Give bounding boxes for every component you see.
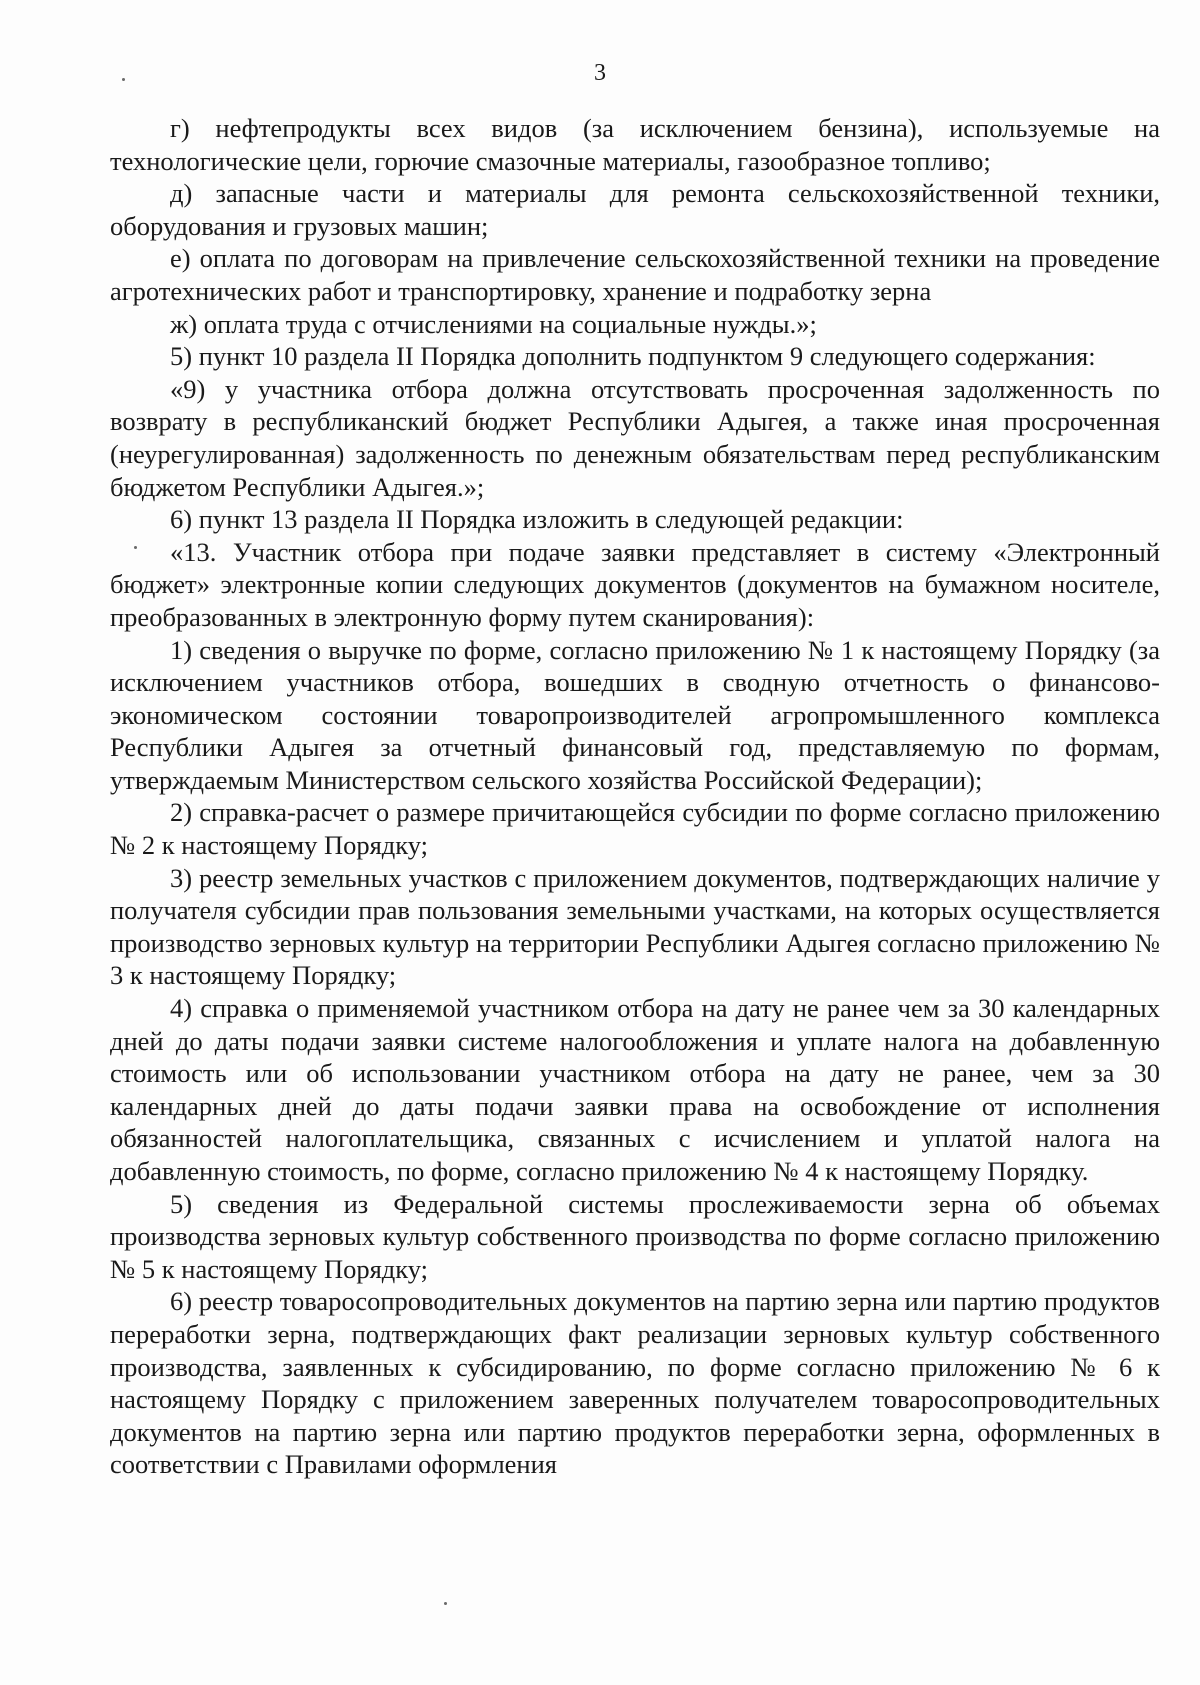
paragraph-subclause-9: «9) у участника отбора должна отсутствовать просроченная задолженность по возврату в республиканский бюджет Республики Адыгея, а также иная просроченная (неурегулированная) задолженность по денежным обязательствам перед республиканским бюджетом Республики Адыгея.»; xyxy=(110,373,1160,502)
paragraph-doc-5: 5) сведения из Федеральной системы прослеживаемости зерна об объемах производства зерновых культур собственного производства по форме согласно приложению № 5 к настоящему Порядку; xyxy=(110,1188,1160,1284)
paragraph-amendment-5: 5) пункт 10 раздела II Порядка дополнить подпунктом 9 следующего содержания: xyxy=(170,341,1096,372)
paragraph-doc-2: 2) справка-расчет о размере причитающейся субсидии по форме согласно приложению № 2 к настоящему Порядку; xyxy=(110,797,1160,861)
document-body xyxy=(110,112,1160,1481)
paragraph-item-e: е) оплата по договорам на привлечение сельскохозяйственной техники на проведение агротехнических работ и транспортировку, хранение и подработку зерна xyxy=(110,243,1160,306)
page-number: 3 xyxy=(594,60,606,86)
paragraph-doc-6: 6) реестр товаросопроводительных документов на партию зерна или партию продуктов переработки зерна, подтверждающих факт реализации зерновых культур собственного производства, заявленных к субсидированию, по форме согласно приложению № 6 к настоящему Порядку с приложением заверенных получателем товаросопроводительных документов на партию зерна или партию продуктов переработки зерна, оформленных в соответствии с Правилами оформления xyxy=(110,1286,1160,1480)
scan-speck xyxy=(444,1602,447,1605)
scan-speck xyxy=(122,78,125,81)
paragraph-doc-4: 4) справка о применяемой участником отбора на дату не ранее чем за 30 календарных дней до даты подачи заявки системе налогообложения и уплате налога на добавленную стоимость или об использовании участником отбора на дату не ранее, чем за 30 календарных дней до даты подачи заявки права на освобождение от исполнения обязанностей налогоплательщика, связанных с исчислением и уплатой налога на добавленную стоимость, по форме, согласно приложению № 4 к настоящему Порядку. xyxy=(110,993,1160,1186)
paragraph-clause-13: «13. Участник отбора при подаче заявки представляет в систему «Электронный бюджет» электронные копии следующих документов (документов на бумажном носителе, преобразованных в электронную форму путем сканирования): xyxy=(110,536,1160,632)
paragraph-item-g: г) нефтепродукты всех видов (за исключением бензина), используемые на технологические цели, горючие смазочные материалы, газообразное топливо; xyxy=(110,113,1160,176)
paragraph-doc-3: 3) реестр земельных участков с приложением документов, подтверждающих наличие у получателя субсидии прав пользования земельными участками, на которых осуществляется производство зерновых культур на территории Республики Адыгея согласно приложению № 3 к настоящему Порядку; xyxy=(110,862,1160,991)
paragraph-doc-1: 1) сведения о выручке по форме, согласно приложению № 1 к настоящему Порядку (за исключением участников отбора, вошедших в сводную отчетность о финансово-экономическом состоянии товаропроизводителей агропромышленного комплекса Республики Адыгея за отчетный финансовый год, представляемую по формам, утверждаемым Министерством сельского хозяйства Российской Федерации); xyxy=(110,634,1160,795)
paragraph-amendment-6: 6) пункт 13 раздела II Порядка изложить в следующей редакции: xyxy=(170,504,904,535)
paragraph-item-d: д) запасные части и материалы для ремонта сельскохозяйственной техники, оборудования и грузовых машин; xyxy=(110,178,1160,241)
paragraph-item-zh: ж) оплата труда с отчислениями на социальные нужды.»; xyxy=(170,308,817,339)
